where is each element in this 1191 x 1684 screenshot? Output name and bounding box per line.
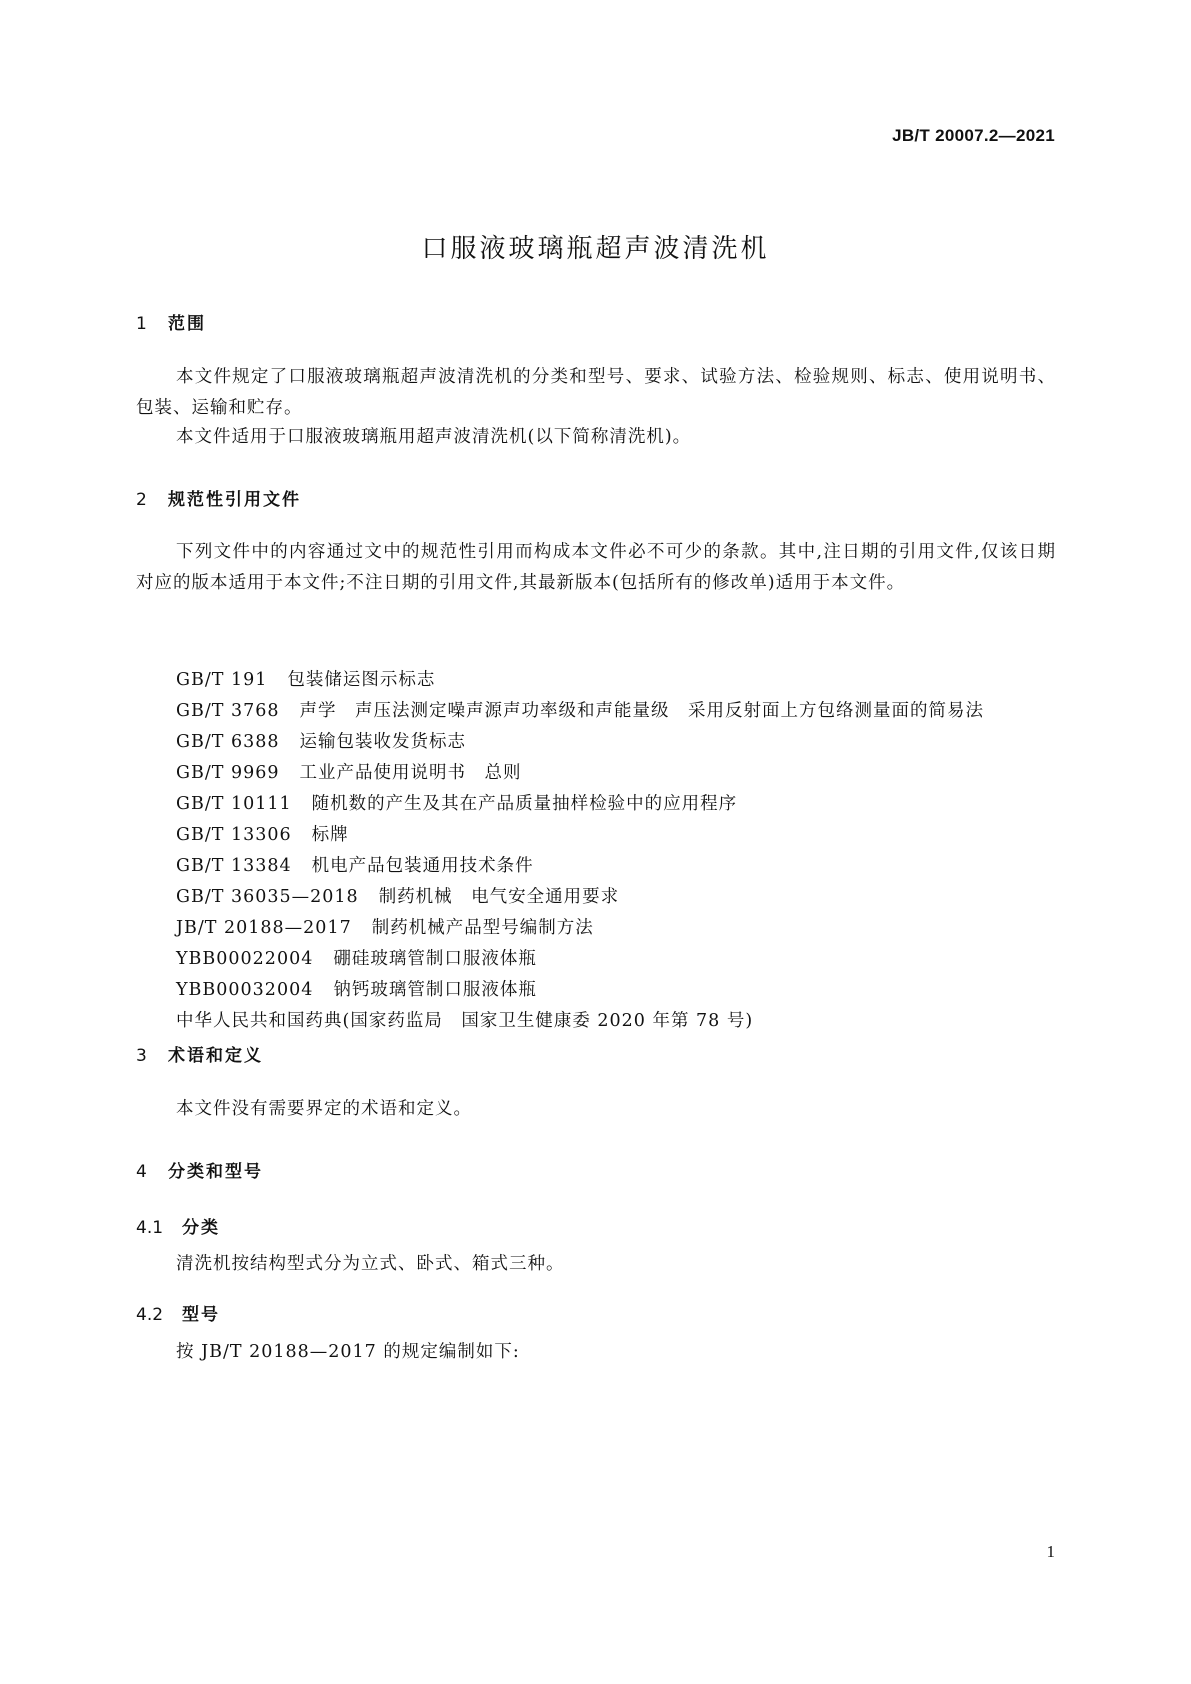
reference-title: 随机数的产生及其在产品质量抽样检验中的应用程序	[311, 794, 738, 814]
reference-item	[136, 944, 1056, 975]
model-paragraph: 按 JB/T 20188—2017 的规定编制如下:	[176, 1342, 520, 1362]
reference-code: YBB00032004	[176, 980, 314, 1000]
reference-code: GB/T 13384	[176, 856, 292, 876]
terms-paragraph: 本文件没有需要界定的术语和定义。	[176, 1099, 472, 1119]
reference-title: 制药机械 电气安全通用要求	[378, 887, 620, 907]
reference-code: GB/T 191	[176, 670, 268, 690]
reference-item	[136, 851, 1056, 882]
reference-code: GB/T 36035—2018	[176, 887, 359, 907]
section-2-heading	[136, 485, 301, 510]
reference-title: 机电产品包装通用技术条件	[311, 856, 534, 876]
scope-paragraph-2: 本文件适用于口服液玻璃瓶用超声波清洗机(以下简称清洗机)。	[176, 427, 692, 447]
reference-code: YBB00022004	[176, 949, 314, 969]
reference-item	[136, 789, 1056, 820]
classification-paragraph: 清洗机按结构型式分为立式、卧式、箱式三种。	[176, 1254, 565, 1274]
normative-references-list	[136, 665, 1056, 1037]
subsection-4-2-heading	[136, 1300, 220, 1325]
reference-item	[136, 696, 1056, 727]
reference-title: 声学 声压法测定噪声源声功率级和声能量级 采用反射面上方包络测量面的简易法	[299, 701, 985, 721]
reference-title: 标牌	[311, 825, 349, 845]
reference-item	[136, 665, 1056, 696]
section-number: 3	[136, 1046, 147, 1066]
reference-item	[136, 820, 1056, 851]
reference-code: GB/T 13306	[176, 825, 292, 845]
section-4-heading	[136, 1157, 263, 1182]
reference-title: 硼硅玻璃管制口服液体瓶	[333, 949, 537, 969]
page-number: 1	[1046, 1542, 1055, 1561]
section-title: 范围	[168, 314, 206, 334]
reference-item	[136, 727, 1056, 758]
reference-title: 包装储运图示标志	[287, 670, 436, 690]
subsection-number: 4.2	[136, 1305, 164, 1325]
section-title: 术语和定义	[168, 1046, 263, 1066]
reference-code: GB/T 9969	[176, 763, 280, 783]
reference-code: GB/T 6388	[176, 732, 280, 752]
subsection-title: 型号	[182, 1305, 220, 1325]
reference-item	[136, 975, 1056, 1006]
standard-code: JB/T 20007.2—2021	[892, 126, 1055, 145]
references-intro: 下列文件中的内容通过文中的规范性引用而构成本文件必不可少的条款。其中,注日期的引用文件,仅该日期对应的版本适用于本文件;不注日期的引用文件,其最新版本(包括所有的修改单)适用于本文件。	[136, 542, 1056, 593]
section-title: 规范性引用文件	[168, 490, 301, 510]
reference-item	[136, 913, 1056, 944]
document-title: 口服液玻璃瓶超声波清洗机	[421, 234, 770, 264]
reference-item	[136, 758, 1056, 789]
section-title: 分类和型号	[168, 1162, 263, 1182]
reference-code: GB/T 10111	[176, 794, 292, 814]
reference-item	[136, 882, 1056, 913]
reference-title: 工业产品使用说明书 总则	[299, 763, 522, 783]
subsection-title: 分类	[182, 1218, 220, 1238]
reference-code: JB/T 20188—2017	[176, 918, 352, 938]
section-number: 1	[136, 314, 147, 334]
section-number: 2	[136, 490, 147, 510]
reference-title: 钠钙玻璃管制口服液体瓶	[333, 980, 537, 1000]
reference-code: GB/T 3768	[176, 701, 280, 721]
subsection-4-1-heading	[136, 1213, 220, 1238]
scope-paragraph-1: 本文件规定了口服液玻璃瓶超声波清洗机的分类和型号、要求、试验方法、检验规则、标志、使用说明书、包装、运输和贮存。	[136, 367, 1056, 418]
section-1-heading	[136, 309, 206, 334]
section-number: 4	[136, 1162, 147, 1182]
subsection-number: 4.1	[136, 1218, 164, 1238]
reference-title: 运输包装收发货标志	[299, 732, 467, 752]
section-3-heading	[136, 1041, 263, 1066]
reference-item-pharmacopoeia: 中华人民共和国药典(国家药监局 国家卫生健康委 2020 年第 78 号)	[176, 1011, 754, 1031]
reference-title: 制药机械产品型号编制方法	[371, 918, 594, 938]
